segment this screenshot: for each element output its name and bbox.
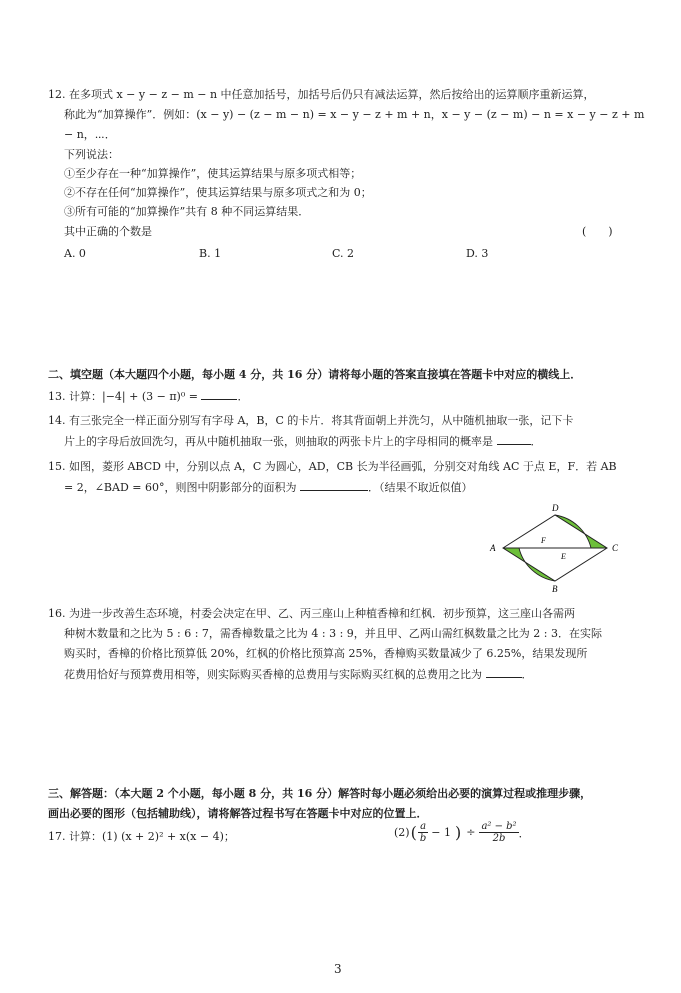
q17-minus-one: − 1: [431, 826, 451, 839]
q16-line1: 16. 为进一步改善生态环境，村委会决定在甲、乙、丙三座山上种植香樟和红枫．初步预算，这三座山各需两: [48, 607, 575, 620]
q15-answer-blank[interactable]: [300, 479, 368, 491]
q17-part2-label: (2): [394, 826, 410, 839]
page-number: 3: [334, 962, 342, 976]
q12-statement-2: ②不存在任何“加算操作”，使其运算结果与原多项式之和为 0；: [64, 186, 372, 199]
q16-text: 花费用恰好与预算费用相等，则实际购买香樟的总费用与实际购买红枫的总费用之比为: [64, 668, 482, 681]
option-c: C. 2: [332, 247, 355, 260]
q16-line3: 购买时，香樟的价格比预算低 20%，红枫的价格比预算高 25%，香樟购买数量减少了 6.25%，结果发现所: [64, 647, 588, 660]
q12-statement-3: ③所有可能的“加算操作”共有 8 种不同运算结果．: [64, 205, 310, 218]
q17-frac2-den: 2b: [492, 833, 506, 844]
q17-part2: [394, 821, 530, 853]
q14-line2: [64, 433, 542, 449]
q17-end: ．: [518, 826, 530, 840]
section-3-heading-line2: 画出必要的图形（包括辅助线），请将解答过程书写在答题卡中对应的位置上．: [48, 807, 428, 820]
q12-answer-paren: ( ): [582, 225, 613, 238]
q16-end: ．: [521, 668, 533, 681]
option-d: D. 3: [466, 247, 489, 260]
q17-paren-open: (: [410, 823, 417, 842]
q17-divide-sign: ÷: [466, 826, 476, 839]
q17-part1: 17. 计算：(1) (x + 2)² + x(x − 4)；: [48, 830, 235, 843]
q16-line2: 种树木数量和之比为 5 : 6 : 7，需香樟数量之比为 4 : 3 : 9，并且甲、乙两山需红枫数量之比为 2 : 3．在实际: [64, 627, 602, 640]
label-d: D: [552, 503, 559, 513]
section-2-heading: 二、填空题（本大题四个小题，每小题 4 分，共 16 分）请将每小题的答案直接填在答题卡中对应的横线上．: [48, 368, 582, 381]
q12-line2: 称此为“加算操作”．例如：(x − y) − (z − m − n) = x − y − z + m + n，x − y − (z − m) − n = x − y − z + m: [64, 108, 645, 121]
q12-prompt: 其中正确的个数是: [64, 225, 152, 238]
q12-line1: 12. 在多项式 x − y − z − m − n 中任意加括号，加括号后仍只有减法运算，然后按给出的运算顺序重新运算，: [48, 88, 595, 101]
option-b: B. 1: [199, 247, 222, 260]
option-a: A. 0: [64, 247, 86, 260]
q15-line1: 15. 如图，菱形 ABCD 中，分别以点 A，C 为圆心，AD，CB 长为半径画弧，分别交对角线 AC 于点 E，F．若 AB: [48, 460, 617, 473]
section-3-heading-line1: 三、解答题：（本大题 2 个小题，每小题 8 分，共 16 分）解答时每小题必须给出必要的演算过程或推理步骤，: [48, 787, 592, 800]
q14-line1: 14. 有三张完全一样正面分别写有字母 A，B，C 的卡片．将其背面朝上并洗匀，从中随机抽取一张，记下卡: [48, 414, 574, 427]
label-b: B: [552, 584, 558, 594]
q16-answer-blank[interactable]: [486, 666, 522, 678]
q15-line2: [64, 479, 472, 495]
q17-fraction-2: [479, 821, 518, 844]
q14-text: 片上的字母后放回洗匀，再从中随机抽取一张，则抽取的两张卡片上的字母相同的概率是: [64, 435, 493, 448]
q12-options: [64, 246, 564, 261]
label-f: F: [541, 536, 546, 545]
q13: [48, 388, 248, 404]
q17-frac-num: a: [420, 821, 427, 832]
rhombus-figure: [488, 500, 628, 596]
q16-line4: [64, 666, 533, 682]
q13-end: ．: [237, 390, 249, 403]
q15-text: = 2，∠BAD = 60°，则图中阴影部分的面积为: [64, 481, 297, 494]
q12-line4: 下列说法：: [64, 148, 119, 161]
q17-frac2-num: a² − b²: [481, 821, 517, 832]
q14-answer-blank[interactable]: [497, 433, 531, 445]
arc-from-c: [519, 548, 555, 581]
q17-fraction-a-over-b: [418, 821, 428, 844]
q12-statement-1: ①至少存在一种“加算操作”，使其运算结果与原多项式相等；: [64, 167, 362, 180]
label-c: C: [612, 543, 619, 553]
q14-end: ．: [530, 435, 542, 448]
q12-line3: − n，⋯．: [64, 128, 116, 141]
arc-from-a: [555, 515, 591, 548]
q17-frac-den: b: [419, 833, 427, 844]
label-a: A: [490, 543, 496, 553]
q13-answer-blank[interactable]: [201, 388, 237, 400]
q15-end: ．（结果不取近似值）: [367, 481, 473, 494]
label-e: E: [561, 552, 566, 561]
q17-paren-close: ): [454, 823, 462, 842]
q13-text: 13. 计算：|−4| + (3 − π)⁰ =: [48, 390, 198, 403]
